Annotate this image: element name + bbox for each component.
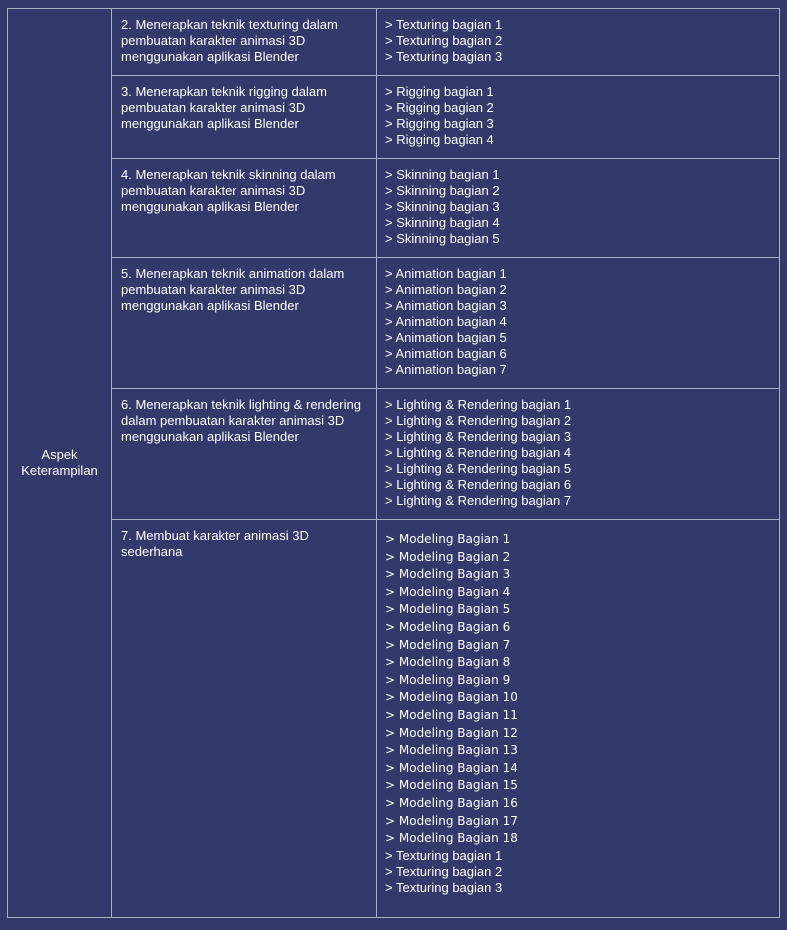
list-item: > Skinning bagian 5: [385, 231, 500, 246]
list-item: > Rigging bagian 2: [385, 100, 494, 115]
list-item: > Modeling Bagian 12: [385, 725, 518, 740]
materials-list: [385, 266, 771, 378]
list-item: > Skinning bagian 2: [385, 183, 500, 198]
list-item: > Modeling Bagian 11: [385, 707, 518, 722]
materials-list: [385, 17, 771, 65]
list-item: > Modeling Bagian 18: [385, 831, 518, 846]
list-item: > Modeling Bagian 9: [385, 672, 511, 687]
list-item: > Animation bagian 1: [385, 266, 507, 281]
materials-cell: [377, 389, 779, 519]
list-item: > Animation bagian 2: [385, 282, 507, 297]
materials-list: [385, 531, 771, 896]
list-item: > Modeling Bagian 14: [385, 760, 518, 775]
list-item: > Modeling Bagian 16: [385, 795, 518, 810]
list-item: > Modeling Bagian 7: [385, 637, 511, 652]
list-item: > Modeling Bagian 3: [385, 567, 511, 582]
list-item: > Skinning bagian 4: [385, 215, 500, 230]
materials-list: [385, 397, 771, 509]
materials-cell: [377, 76, 779, 158]
curriculum-table: [7, 8, 780, 918]
list-item: > Texturing bagian 1: [385, 847, 503, 863]
list-item: > Rigging bagian 3: [385, 116, 494, 131]
table-row: [112, 389, 779, 520]
list-item: > Texturing bagian 3: [385, 49, 503, 64]
goal-cell: 5. Menerapkan teknik animation dalam pembuatan karakter animasi 3D menggunakan aplikasi Blender: [112, 258, 377, 388]
materials-cell: [377, 520, 779, 917]
table-row: [112, 159, 779, 258]
list-item: > Texturing bagian 3: [385, 879, 503, 895]
list-item: > Modeling Bagian 17: [385, 813, 518, 828]
list-item: > Lighting & Rendering bagian 1: [385, 397, 572, 412]
list-item: > Animation bagian 6: [385, 346, 507, 361]
list-item: > Skinning bagian 3: [385, 199, 500, 214]
aspect-label: Aspek Keterampilan: [21, 447, 98, 478]
list-item: > Lighting & Rendering bagian 2: [385, 413, 572, 428]
list-item: > Lighting & Rendering bagian 7: [385, 493, 572, 508]
materials-cell: [377, 159, 779, 257]
list-item: > Lighting & Rendering bagian 5: [385, 461, 572, 476]
list-item: > Lighting & Rendering bagian 4: [385, 445, 572, 460]
materials-cell: [377, 258, 779, 388]
list-item: > Animation bagian 5: [385, 330, 507, 345]
list-item: > Modeling Bagian 13: [385, 743, 518, 758]
aspect-cell: [8, 9, 112, 917]
goal-cell: 6. Menerapkan teknik lighting & rendering dalam pembuatan karakter animasi 3D menggunakan aplikasi Blender: [112, 389, 377, 519]
table-rows: [112, 9, 779, 917]
goal-cell: 4. Menerapkan teknik skinning dalam pembuatan karakter animasi 3D menggunakan aplikasi Blender: [112, 159, 377, 257]
table-row: [112, 9, 779, 76]
list-item: > Texturing bagian 2: [385, 863, 503, 879]
list-item: > Modeling Bagian 6: [385, 619, 511, 634]
list-item: > Modeling Bagian 4: [385, 584, 511, 599]
table-row: [112, 258, 779, 389]
list-item: > Modeling Bagian 15: [385, 778, 518, 793]
list-item: > Animation bagian 3: [385, 298, 507, 313]
goal-cell: 7. Membuat karakter animasi 3D sederhana: [112, 520, 377, 917]
list-item: > Texturing bagian 2: [385, 33, 503, 48]
list-item: > Skinning bagian 1: [385, 167, 500, 182]
goal-cell: 3. Menerapkan teknik rigging dalam pembuatan karakter animasi 3D menggunakan aplikasi Blender: [112, 76, 377, 158]
list-item: > Modeling Bagian 8: [385, 655, 511, 670]
list-item: > Lighting & Rendering bagian 6: [385, 477, 572, 492]
materials-cell: [377, 9, 779, 75]
goal-cell: 2. Menerapkan teknik texturing dalam pembuatan karakter animasi 3D menggunakan aplikasi Blender: [112, 9, 377, 75]
list-item: > Modeling Bagian 1: [385, 532, 511, 546]
table-row: [112, 76, 779, 159]
table-row: [112, 520, 779, 917]
list-item: > Modeling Bagian 10: [385, 690, 518, 705]
materials-list: [385, 84, 771, 148]
list-item: > Modeling Bagian 5: [385, 602, 511, 617]
list-item: > Modeling Bagian 2: [385, 549, 511, 564]
list-item: > Animation bagian 7: [385, 362, 507, 377]
materials-list: [385, 167, 771, 247]
list-item: > Rigging bagian 4: [385, 132, 494, 147]
list-item: > Lighting & Rendering bagian 3: [385, 429, 572, 444]
list-item: > Animation bagian 4: [385, 314, 507, 329]
list-item: > Rigging bagian 1: [385, 84, 494, 99]
list-item: > Texturing bagian 1: [385, 17, 503, 32]
